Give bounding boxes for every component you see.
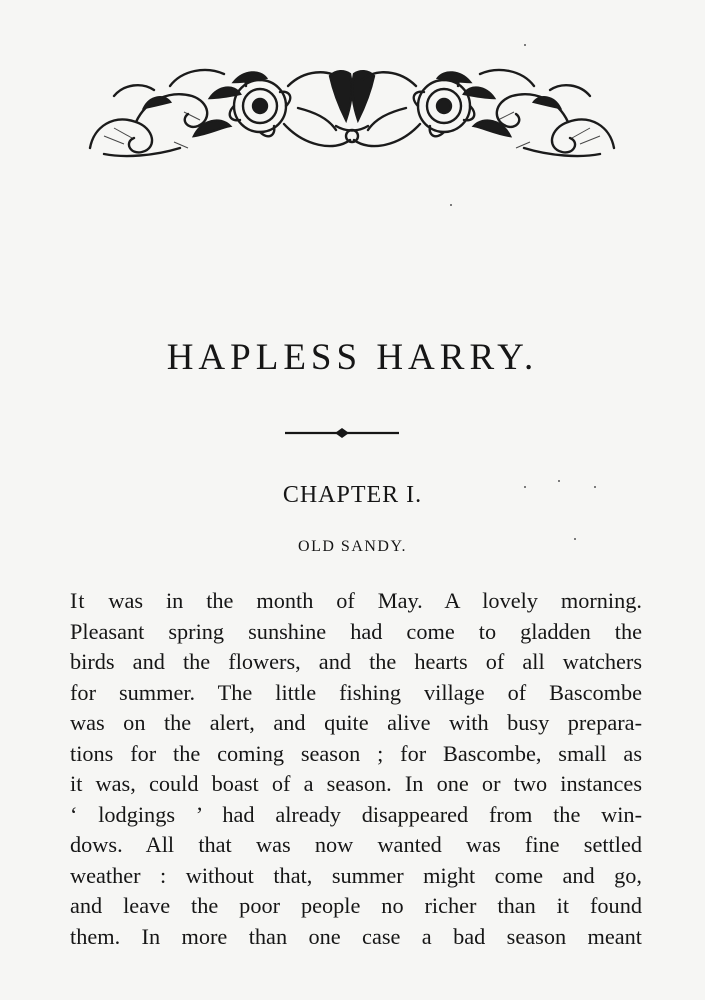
body-line: ‘ lodgings ’ had already disappeared from the win- bbox=[70, 801, 642, 827]
body-text bbox=[70, 586, 642, 952]
body-line: weather : without that, summer might come and go, bbox=[70, 862, 642, 888]
body-line: dows. All that was now wanted was fine settled bbox=[70, 832, 642, 857]
paper-speck bbox=[574, 538, 576, 540]
chapter-heading: CHAPTER I. bbox=[282, 482, 423, 508]
body-line: Pleasant spring sunshine had come to gladden the bbox=[70, 618, 642, 644]
paper-speck bbox=[594, 486, 596, 488]
paper-speck bbox=[524, 486, 526, 488]
body-line: birds and the flowers, and the hearts of all watchers bbox=[70, 649, 642, 674]
paper-speck bbox=[450, 204, 452, 206]
book-title: HAPLESS HARRY. bbox=[166, 337, 539, 378]
body-line-1-rest: was in the month of May. A lovely morning. bbox=[85, 588, 642, 613]
title-rule-divider bbox=[283, 425, 401, 441]
floral-headpiece-ornament bbox=[84, 56, 620, 160]
body-line: was on the alert, and quite alive with busy prepara- bbox=[70, 710, 642, 735]
paper-speck bbox=[524, 44, 526, 46]
body-line-1 bbox=[70, 586, 642, 617]
body-line: and leave the poor people no richer than it found bbox=[70, 893, 642, 918]
chapter-title: OLD SANDY. bbox=[298, 538, 407, 555]
body-line: for summer. The little fishing village of Bascombe bbox=[70, 679, 642, 705]
body-line: it was, could boast of a season. In one or two instances bbox=[70, 771, 642, 796]
drop-cap: It bbox=[70, 588, 86, 613]
paper-speck bbox=[558, 480, 560, 482]
body-line: them. In more than one case a bad season meant bbox=[70, 923, 642, 949]
body-line: tions for the coming season ; for Bascombe, small as bbox=[70, 740, 642, 766]
